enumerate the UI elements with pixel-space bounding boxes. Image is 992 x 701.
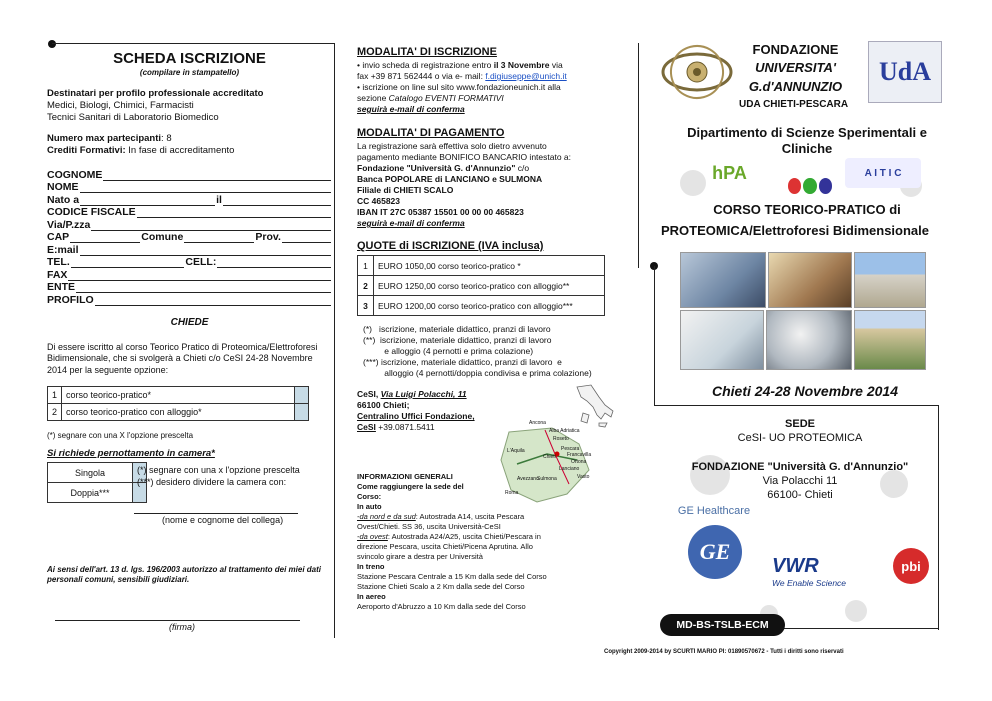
registration-form	[47, 168, 332, 306]
option-checkbox[interactable]	[295, 387, 309, 404]
course-code-badge: MD-BS-TSLB-ECM	[660, 614, 785, 636]
dip-line2: Cliniche	[781, 141, 833, 156]
right-frame-line	[654, 266, 655, 406]
nome-field[interactable]: NOME	[47, 181, 332, 194]
nato-field[interactable]: Nato a il	[47, 193, 332, 206]
building-photo	[854, 252, 926, 308]
option-table	[47, 386, 309, 421]
pernott-note1: (*) segnare con una x l'opzione prescelta	[137, 465, 300, 475]
uda-logo: UdA	[868, 41, 942, 103]
map-label: Francavilla	[567, 452, 592, 458]
num-participants: Numero max partecipanti: 8	[47, 133, 172, 144]
map-label: Chieti	[543, 454, 556, 460]
mod-pag-confirm: seguirà e-mail di conferma	[357, 218, 465, 228]
option-row	[48, 404, 309, 421]
quote-title: QUOTE di ISCRIZIONE (IVA inclusa)	[357, 240, 544, 252]
mod-pag-iban: IBAN IT 27C 05387 15501 00 00 00 465823	[357, 207, 524, 217]
fond-line3: G.d'ANNUNZIO	[748, 79, 843, 94]
cognome-field[interactable]: COGNOME	[47, 168, 332, 181]
dest-line2: Tecnici Sanitari di Laboratorio Biomedico	[47, 112, 219, 123]
fondazione-u: FONDAZIONE "Università G. d'Annunzio"	[691, 461, 909, 473]
mod-iscr-title: MODALITA' DI ISCRIZIONE	[357, 46, 497, 58]
collega-label: (nome e cognome del collega)	[162, 515, 284, 525]
fondazione-logo	[657, 40, 737, 105]
lab-photo	[680, 252, 766, 308]
map-label: Alba Adriatica	[549, 428, 580, 434]
sede-line1: CeSI- UO PROTEOMICA	[737, 432, 863, 444]
room-table	[47, 462, 147, 503]
mod-iscr-line4: sezione Catalogo EVENTI FORMATIVI	[357, 93, 504, 103]
mod-pag-line3: Fondazione "Università G. d'Annunzio" c/o	[357, 163, 530, 173]
email-field[interactable]: E:mail	[47, 243, 332, 256]
privacy-text: Ai sensi dell'art. 13 d. lgs. 196/2003 autorizzo al trattamento dei miei dati personali comuni, sensibili giudiziari.	[47, 565, 321, 584]
map-label: Sulmona	[537, 476, 557, 482]
map-label: L'Aquila	[507, 448, 525, 454]
fondazione-emblem-icon	[657, 40, 737, 105]
top-frame-dot	[48, 40, 56, 48]
signature-line[interactable]	[55, 620, 300, 621]
vwr-logo: VWR We Enable Science	[772, 555, 847, 588]
crediti: Crediti Formativi: In fase di accreditamento	[47, 145, 235, 156]
chiede-text: Di essere iscritto al corso Teorico Pratico di Proteomica/Elettroforesi Bidimensionale, che si svolgerà a Chieti c/o CeSI 24-28 Novembre 2014 per la seguente opzione:	[47, 341, 318, 375]
option-label: corso teorico-pratico*	[62, 387, 295, 404]
dest-title: Destinatari per profilo professionale accreditato	[47, 88, 264, 99]
profilo-field[interactable]: PROFILO	[47, 293, 332, 306]
bottom-frame-line	[782, 628, 938, 629]
quote-table	[357, 255, 605, 316]
gel-photo	[766, 310, 852, 370]
mod-pag-cc: CC 465823	[357, 196, 401, 206]
left-column	[47, 50, 332, 632]
mod-iscr-line3: • iscrizione on line sul sito www.fondazioneunich.it alla	[357, 82, 561, 92]
room-singola-label: Singola	[48, 463, 133, 483]
ente-field[interactable]: ENTE	[47, 281, 332, 294]
lab-photo	[680, 310, 764, 370]
signature-label: (firma)	[169, 622, 195, 632]
copyright: Copyright 2009-2014 by SCURTI MARIO PI: 01890570672 - Tutti i diritti sono riservati	[604, 649, 844, 655]
mod-iscr-confirm: seguirà e-mail di conferma	[357, 104, 465, 114]
option-number: 1	[48, 387, 62, 404]
sponsor-flags-icon	[788, 178, 832, 194]
option-number: 2	[48, 404, 62, 421]
corso-line2: PROTEOMICA/Elettroforesi Bidimensionale	[661, 223, 929, 238]
corso-line1: CORSO TEORICO-PRATICO di	[713, 202, 901, 217]
column-divider-2	[638, 43, 639, 268]
map-label: Roma	[505, 490, 519, 496]
collega-line[interactable]	[134, 506, 298, 514]
pernott-block	[47, 462, 332, 506]
fond-line2: UNIVERSITA'	[755, 60, 836, 75]
addr-line2: 66100- Chieti	[767, 489, 833, 501]
email-link[interactable]: f.digiuseppe@unich.it	[485, 71, 567, 81]
ge-monogram-icon: GE	[688, 525, 742, 579]
hpa-logo: hPA	[712, 162, 747, 183]
mod-pag-branch: Filiale di CHIETI SCALO	[357, 185, 454, 195]
pbi-logo: pbi	[893, 548, 929, 584]
building-photo	[854, 310, 926, 370]
tel-field[interactable]: TEL. CELL:	[47, 256, 332, 269]
form-title: SCHEDA ISCRIZIONE	[113, 50, 266, 67]
map-label: Vasto	[577, 474, 590, 480]
decor-blob	[845, 600, 867, 622]
via-field[interactable]: Via/P.zza	[47, 218, 332, 231]
column-divider-1	[334, 43, 335, 638]
pernott-title: Si richiede pernottamento in camera*	[47, 448, 215, 459]
aitic-logo: A I T I C	[845, 158, 921, 188]
mod-pag-bank: Banca POPOLARE di LANCIANO e SULMONA	[357, 174, 543, 184]
option-label: corso teorico-pratico con alloggio*	[62, 404, 295, 421]
mod-pag-line2: pagamento mediante BONIFICO BANCARIO intestato a:	[357, 152, 572, 162]
sede-title: SEDE	[785, 418, 815, 430]
map-label: Avezzano	[517, 476, 539, 482]
info-block: INFORMAZIONI GENERALI Come raggiungere la sede del Corso: In auto -da nord e da sud: Autostrada A14, uscita Pescara Ovest/Chieti. SS 36, uscita Università-CeSI -da ovest: Autostrada A24/A25, uscita Chieti/Pescara in direzione Pescara, uscita Chieti/Picena Aprutina. Allo svincolo girare a destra per Università In treno Stazione Pescara Centrale a 15 Km dalla sede del Corso Stazione Chieti Scalo a 2 Km dalla sede del Corso In aereo Aeroporto d'Abruzzo a 10 Km dalla sede del Corso	[357, 472, 547, 611]
dest-line1: Medici, Biologi, Chimici, Farmacisti	[47, 100, 194, 111]
mod-iscr-line1: • invio scheda di registrazione entro il 3 Novembre via	[357, 60, 563, 70]
top-frame-line	[52, 43, 335, 44]
cf-field[interactable]: CODICE FISCALE	[47, 206, 332, 219]
right-frame-bottom	[654, 405, 939, 406]
fond-line1: FONDAZIONE	[752, 42, 839, 57]
map-label: Lanciano	[559, 466, 580, 472]
uda-label: UDA CHIETI-PESCARA	[739, 99, 849, 110]
middle-column	[357, 46, 635, 611]
cap-field[interactable]: CAP Comune Prov.	[47, 231, 332, 244]
quote-notes: (*) iscrizione, materiale didattico, pranzi di lavoro (**) iscrizione, materiale didattico, pranzi di lavoro e alloggio (4 pernotti e prima colazione) (***) iscrizione, materiale didattico, pranzi di lavoro e alloggio (4 pernotti/doppia condivisa e prima colazione)	[363, 324, 592, 378]
dip-line1: Dipartimento di Scienze Sperimentali e	[687, 125, 927, 140]
course-date: Chieti 24-28 Novembre 2014	[712, 383, 898, 399]
map-label: Roseto	[553, 436, 569, 442]
map-label: Ortona	[571, 459, 587, 465]
cesi-block: CeSI, Via Luigi Polacchi, 11 66100 Chieti; Centralino Uffici Fondazione, CeSI +39.0871.5411	[357, 389, 635, 459]
addr-line1: Via Polacchi 11	[762, 475, 838, 487]
fax-field[interactable]: FAX	[47, 268, 332, 281]
lab-photo	[768, 252, 852, 308]
room-doppia-label: Doppia***	[48, 483, 133, 503]
ge-healthcare-logo: GE Healthcare GE	[664, 505, 764, 585]
map-label: Pescara	[561, 446, 580, 452]
option-note: (*) segnare con una X l'opzione prescelta	[47, 431, 194, 440]
quote-row: 1 EURO 1050,00 corso teorico-pratico *	[358, 256, 605, 276]
option-checkbox[interactable]	[295, 404, 309, 421]
map-label: Ancona	[529, 420, 546, 426]
mod-pag-title: MODALITA' DI PAGAMENTO	[357, 127, 505, 139]
mod-pag-line1: La registrazione sarà effettiva solo dietro avvenuto	[357, 141, 547, 151]
italy-map-icon	[569, 383, 619, 429]
quote-row: 2 EURO 1250,00 corso teorico-pratico con alloggio**	[358, 276, 605, 296]
chiede-heading: CHIEDE	[170, 316, 209, 328]
mod-iscr-line2: fax +39 871 562444 o via e- mail: f.digiuseppe@unich.it	[357, 71, 567, 81]
form-subtitle: (compilare in stampatello)	[139, 68, 240, 77]
option-row	[48, 387, 309, 404]
quote-row: 3 EURO 1200,00 corso teorico-pratico con alloggio***	[358, 296, 605, 316]
pernott-note2: (***) desidero dividere la camera con:	[137, 477, 287, 487]
